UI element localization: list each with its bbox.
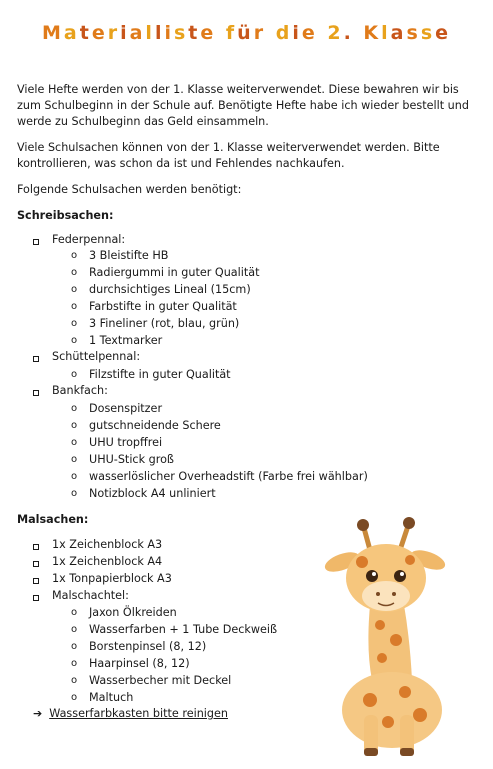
- group-label: 1x Zeichenblock A4: [52, 555, 163, 568]
- title-letter: a: [63, 22, 80, 44]
- list-item: Wasserfarben + 1 Tube Deckweiß: [89, 623, 278, 636]
- title-letter: e: [91, 22, 108, 44]
- title-letter: e: [435, 22, 452, 44]
- circle-bullet-icon: o: [71, 658, 78, 669]
- cleaning-note-text: Wasserfarbkasten bitte reinigen: [49, 707, 228, 720]
- circle-bullet-icon: o: [71, 250, 78, 261]
- circle-bullet-icon: o: [71, 369, 78, 380]
- intro-paragraph-1: Viele Hefte werden von der 1. Klasse weiterverwendet. Diese bewahren wir bis zum Schulbeginn in der Schule auf. Benötigte Hefte habe ich wieder bestellt und werde zu Schulbeginn das Geld einsammeln.: [17, 83, 469, 128]
- circle-bullet-icon: o: [71, 454, 78, 465]
- square-bullet-icon: [33, 239, 39, 245]
- group-label: Bankfach:: [52, 384, 108, 397]
- circle-bullet-icon: o: [71, 624, 78, 635]
- title-letter: l: [145, 22, 155, 44]
- circle-bullet-icon: o: [71, 488, 78, 499]
- title-letter: d: [275, 22, 293, 44]
- title-letter: i: [120, 22, 130, 44]
- title-letter: s: [173, 22, 189, 44]
- circle-bullet-icon: o: [71, 675, 78, 686]
- list-item: Wasserbecher mit Deckel: [89, 674, 232, 687]
- title-letter: a: [129, 22, 146, 44]
- title-letter: [216, 22, 226, 44]
- circle-bullet-icon: o: [71, 607, 78, 618]
- title-letter: i: [164, 22, 174, 44]
- circle-bullet-icon: o: [71, 284, 78, 295]
- circle-bullet-icon: o: [71, 471, 78, 482]
- circle-bullet-icon: o: [71, 692, 78, 703]
- title-letter: [266, 22, 276, 44]
- title-letter: l: [381, 22, 391, 44]
- title-letter: s: [420, 22, 436, 44]
- square-bullet-icon: [33, 390, 39, 396]
- circle-bullet-icon: o: [71, 267, 78, 278]
- arrow-right-icon: ➔: [33, 707, 43, 720]
- title-letter: e: [200, 22, 217, 44]
- list-item: durchsichtiges Lineal (15cm): [89, 283, 251, 296]
- square-bullet-icon: [33, 356, 39, 362]
- list-item: Notizblock A4 unliniert: [89, 487, 216, 500]
- title-letter: i: [292, 22, 302, 44]
- circle-bullet-icon: o: [71, 420, 78, 431]
- list-item: Farbstifte in guter Qualität: [89, 300, 237, 313]
- list-item: UHU tropffrei: [89, 436, 163, 449]
- circle-bullet-icon: o: [71, 318, 78, 329]
- list-item: Haarpinsel (8, 12): [89, 657, 190, 670]
- title-letter: r: [107, 22, 121, 44]
- group-label: 1x Zeichenblock A3: [52, 538, 163, 551]
- title-letter: a: [390, 22, 407, 44]
- title-letter: t: [79, 22, 92, 44]
- list-item: gutschneidende Schere: [89, 419, 221, 432]
- circle-bullet-icon: o: [71, 641, 78, 652]
- title-letter: 2: [327, 22, 344, 44]
- title-letter: .: [343, 22, 354, 44]
- title-letter: ü: [237, 22, 254, 44]
- list-item: wasserlöslicher Overheadstift (Farbe frei wählbar): [89, 470, 368, 483]
- circle-bullet-icon: o: [71, 301, 78, 312]
- square-bullet-icon: [33, 544, 39, 550]
- cleaning-note: [33, 707, 228, 720]
- square-bullet-icon: [33, 561, 39, 567]
- title-letter: e: [301, 22, 318, 44]
- title-letter: [354, 22, 364, 44]
- giraffe-illustration: [300, 510, 490, 760]
- page-title: [0, 22, 493, 44]
- list-item: Radiergummi in guter Qualität: [89, 266, 260, 279]
- list-item: 3 Bleistifte HB: [89, 249, 169, 262]
- title-letter: M: [41, 22, 64, 44]
- intro-paragraph-2: Viele Schulsachen können von der 1. Klasse weiterverwendet werden. Bitte kontrollieren, was schon da ist und Fehlendes nachkaufen.: [17, 141, 440, 170]
- list-item: Dosenspitzer: [89, 402, 163, 415]
- title-letter: r: [253, 22, 267, 44]
- group-label: Schüttelpennal:: [52, 350, 141, 363]
- circle-bullet-icon: o: [71, 335, 78, 346]
- title-letter: t: [188, 22, 201, 44]
- list-item: Borstenpinsel (8, 12): [89, 640, 207, 653]
- list-item: Maltuch: [89, 691, 134, 704]
- list-item: UHU-Stick groß: [89, 453, 174, 466]
- square-bullet-icon: [33, 578, 39, 584]
- intro-paragraph-3: Folgende Schulsachen werden benötigt:: [17, 183, 242, 196]
- group-label: Malschachtel:: [52, 589, 129, 602]
- section-heading-malsachen: Malsachen:: [17, 513, 89, 526]
- group-label: Federpennal:: [52, 233, 126, 246]
- section-heading-schreibsachen: Schreibsachen:: [17, 209, 114, 222]
- title-letter: K: [363, 22, 382, 44]
- circle-bullet-icon: o: [71, 437, 78, 448]
- square-bullet-icon: [33, 595, 39, 601]
- title-letter: f: [225, 22, 238, 44]
- list-item: Jaxon Ölkreiden: [89, 606, 177, 619]
- list-item: 1 Textmarker: [89, 334, 163, 347]
- title-letter: s: [406, 22, 421, 44]
- title-letter: l: [154, 22, 165, 44]
- title-letter: [318, 22, 328, 44]
- list-item: 3 Fineliner (rot, blau, grün): [89, 317, 240, 330]
- group-label: 1x Tonpapierblock A3: [52, 572, 172, 585]
- circle-bullet-icon: o: [71, 403, 78, 414]
- list-item: Filzstifte in guter Qualität: [89, 368, 231, 381]
